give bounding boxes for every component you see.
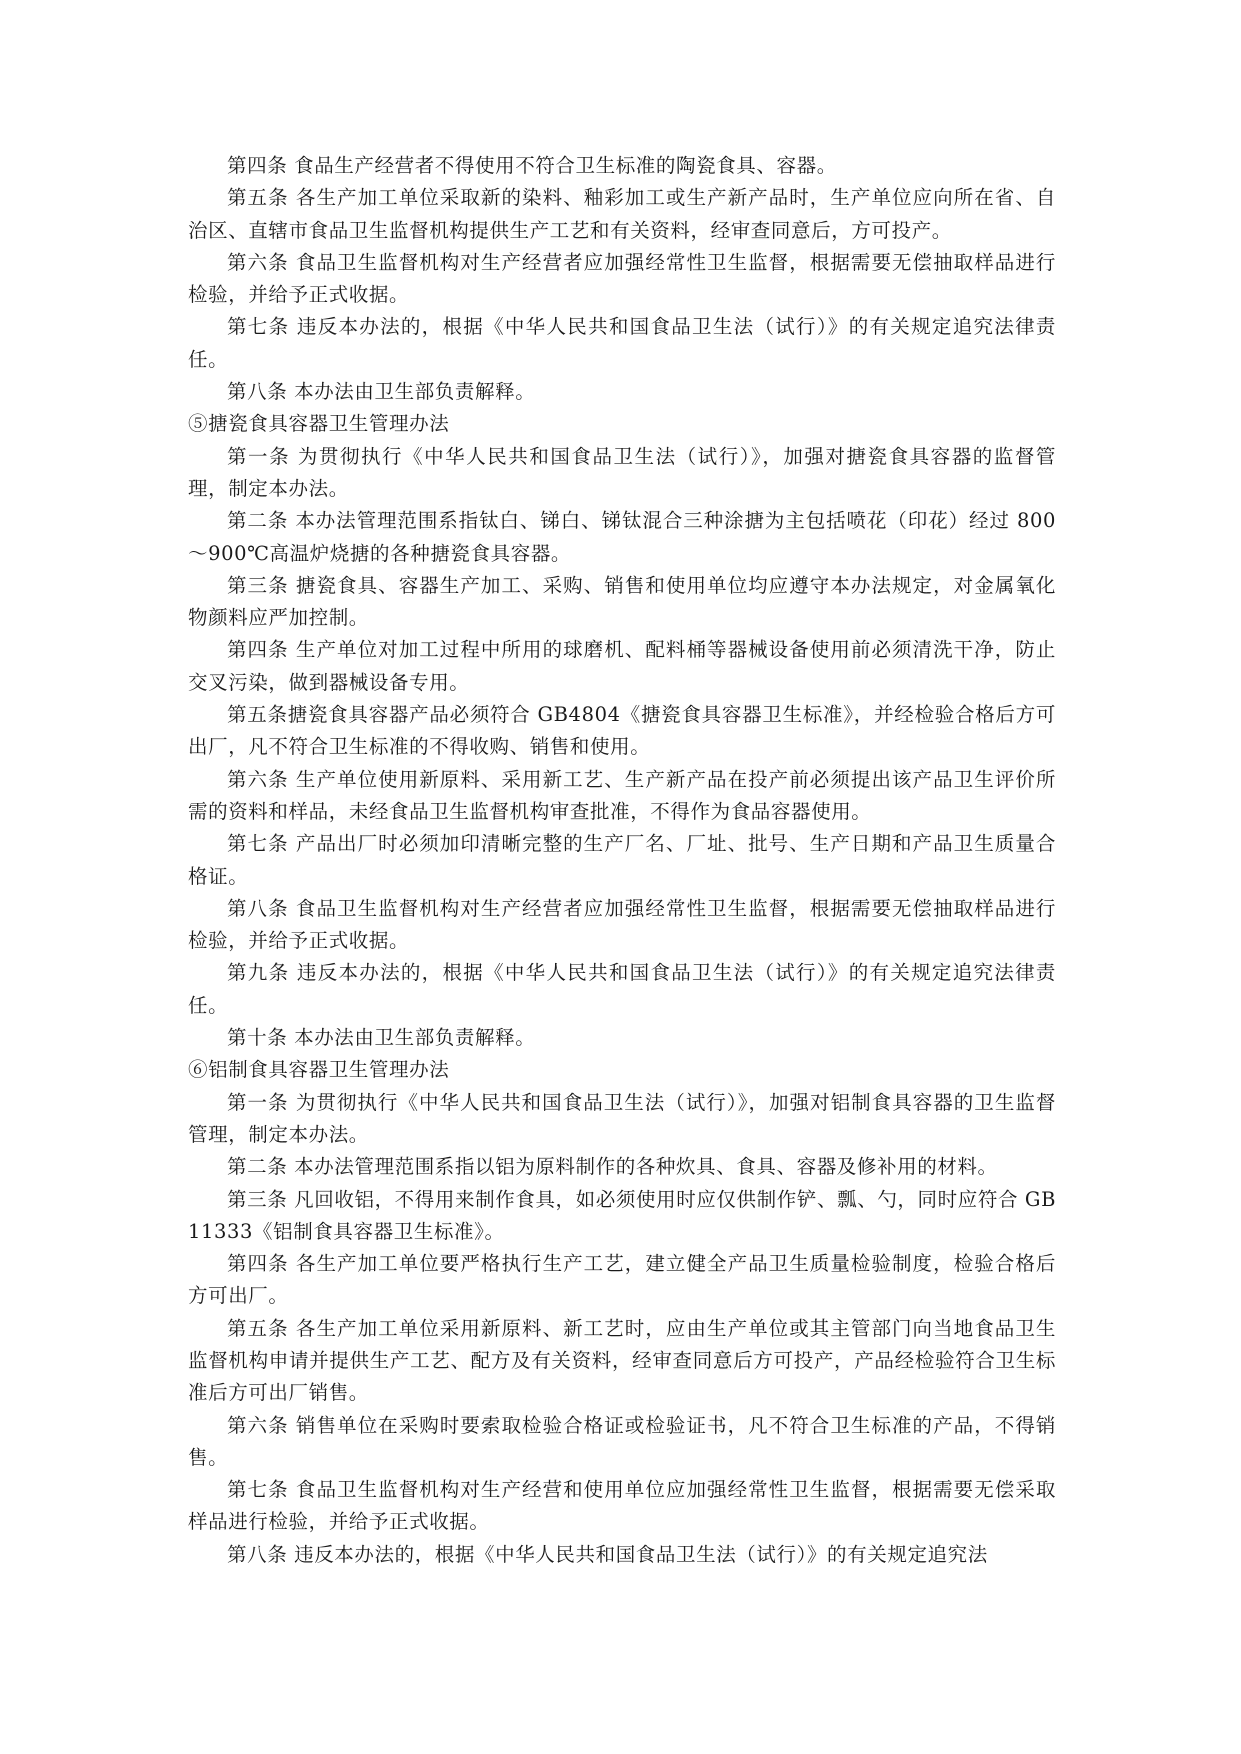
document-page [188,150,1056,1571]
article-6-ceramic: 第六条 食品卫生监督机构对生产经营者应加强经常性卫生监督，根据需要无偿抽取样品进行检验，并给予正式收据。 [188,250,1056,307]
article-7-enamel: 第七条 产品出厂时必须加印清晰完整的生产厂名、厂址、批号、生产日期和产品卫生质量合格证。 [188,832,1056,888]
article-8-enamel: 第八条 食品卫生监督机构对生产经营者应加强经常性卫生监督，根据需要无偿抽取样品进行检验，并给予正式收据。 [188,896,1056,953]
article-1-enamel: 第一条 为贯彻执行《中华人民共和国食品卫生法（试行）》，加强对搪瓷食具容器的监督管理，制定本办法。 [188,444,1056,500]
article-5-ceramic: 第五条 各生产加工单位采取新的染料、釉彩加工或生产新产品时，生产单位应向所在省、自治区、直辖市食品卫生监督机构提供生产工艺和有关资料，经审查同意后，方可投产。 [188,186,1056,242]
article-4-ceramic: 第四条 食品生产经营者不得使用不符合卫生标准的陶瓷食具、容器。 [227,154,837,177]
article-7-aluminum: 第七条 食品卫生监督机构对生产经营和使用单位应加强经常性卫生监督，根据需要无偿采取样品进行检验，并给予正式收据。 [188,1478,1056,1534]
section-heading-aluminum: ⑥铝制食具容器卫生管理办法 [188,1058,450,1082]
article-2-aluminum: 第二条 本办法管理范围系指以铝为原料制作的各种炊具、食具、容器及修补用的材料。 [227,1155,998,1179]
article-6-enamel: 第六条 生产单位使用新原料、采用新工艺、生产新产品在投产前必须提出该产品卫生评价所需的资料和样品，未经食品卫生监督机构审查批准，不得作为食品容器使用。 [188,767,1056,823]
article-1-aluminum: 第一条 为贯彻执行《中华人民共和国食品卫生法（试行）》，加强对铝制食具容器的卫生监督管理，制定本办法。 [188,1090,1056,1146]
article-7-ceramic: 第七条 违反本办法的，根据《中华人民共和国食品卫生法（试行）》的有关规定追究法律责任。 [188,315,1056,371]
article-9-enamel: 第九条 违反本办法的，根据《中华人民共和国食品卫生法（试行）》的有关规定追究法律责任。 [188,961,1056,1017]
article-5-aluminum: 第五条 各生产加工单位采用新原料、新工艺时，应由生产单位或其主管部门向当地食品卫生监督机构申请并提供生产工艺、配方及有关资料，经审查同意后方可投产，产品经检验符合卫生标准后方可出厂销售。 [188,1316,1056,1405]
article-6-aluminum: 第六条 销售单位在采购时要索取检验合格证或检验证书，凡不符合卫生标准的产品，不得销售。 [188,1413,1056,1469]
article-8-ceramic: 第八条 本办法由卫生部负责解释。 [227,380,536,404]
article-4-enamel: 第四条 生产单位对加工过程中所用的球磨机、配料桶等器械设备使用前必须清洗干净，防止交叉污染，做到器械设备专用。 [188,638,1056,694]
section-heading-enamel: ⑤搪瓷食具容器卫生管理办法 [188,412,450,436]
article-10-enamel: 第十条 本办法由卫生部负责解释。 [227,1026,536,1050]
article-5-enamel: 第五条搪瓷食具容器产品必须符合 GB4804《搪瓷食具容器卫生标准》，并经检验合格后方可出厂，凡不符合卫生标准的不得收购、销售和使用。 [188,703,1056,759]
article-8-aluminum: 第八条 违反本办法的，根据《中华人民共和国食品卫生法（试行）》的有关规定追究法 [227,1542,988,1566]
article-4-aluminum: 第四条 各生产加工单位要严格执行生产工艺，建立健全产品卫生质量检验制度，检验合格后方可出厂。 [188,1252,1056,1308]
article-3-aluminum: 第三条 凡回收铝，不得用来制作食具，如必须使用时应仅供制作铲、瓢、勺，同时应符合 GB11333《铝制食具容器卫生标准》。 [188,1187,1056,1243]
article-3-enamel: 第三条 搪瓷食具、容器生产加工、采购、销售和使用单位均应遵守本办法规定，对金属氧化物颜料应严加控制。 [188,573,1056,630]
article-2-enamel: 第二条 本办法管理范围系指钛白、锑白、锑钛混合三种涂搪为主包括喷花（印花）经过 800～900℃高温炉烧搪的各种搪瓷食具容器。 [188,509,1056,565]
